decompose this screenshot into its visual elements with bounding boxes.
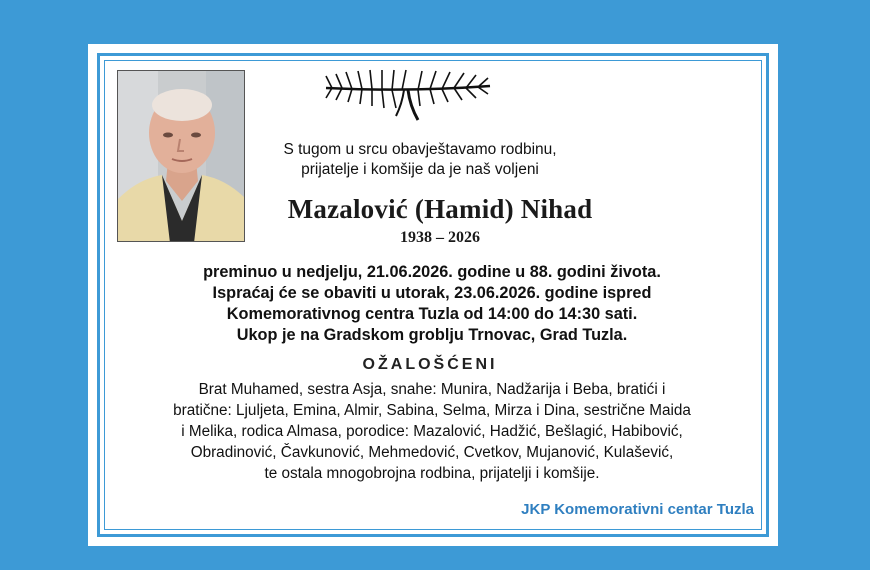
- mourners-line: i Melika, rodica Almasa, porodice: Mazalović, Hadžić, Bešlagić, Habibović,: [181, 423, 683, 440]
- mourners-title: OŽALOŠĆENI: [362, 356, 498, 373]
- body-line: preminuo u nedjelju, 21.06.2026. godine u 88. godini života.: [203, 263, 661, 281]
- deceased-name: Mazalović (Hamid) Nihad: [287, 194, 593, 224]
- mourners-line: Obradinović, Čavkunović, Mehmedović, Cvetkov, Mujanović, Kulašević,: [190, 444, 674, 461]
- mourning-branch-icon: [322, 66, 494, 122]
- intro-line: S tugom u srcu obavještavamo rodbinu,: [283, 141, 557, 158]
- mourners-line: bratične: Ljuljeta, Emina, Almir, Sabina, Selma, Mirza i Dina, sestrične Maida: [173, 402, 691, 419]
- organization-signature: JKP Komemorativni centar Tuzla: [521, 501, 754, 518]
- body-line: Ukop je na Gradskom groblju Trnovac, Grad Tuzla.: [236, 326, 628, 344]
- body-line: Ispraćaj će se obaviti u utorak, 23.06.2026. godine ispred: [212, 284, 652, 302]
- mourners-line: te ostala mnogobrojna rodbina, prijatelji i komšije.: [264, 465, 600, 482]
- intro-text: [250, 140, 590, 180]
- intro-line: prijatelje i komšije da je naš voljeni: [301, 161, 539, 178]
- mourners-line: Brat Muhamed, sestra Asja, snahe: Munira, Nadžarija i Beba, bratići i: [198, 381, 666, 398]
- announcement-body: [112, 262, 752, 346]
- mourners-list: [112, 379, 752, 484]
- body-line: Komemorativnog centra Tuzla od 14:00 do 14:30 sati.: [226, 305, 638, 323]
- life-years: 1938 – 2026: [400, 229, 480, 246]
